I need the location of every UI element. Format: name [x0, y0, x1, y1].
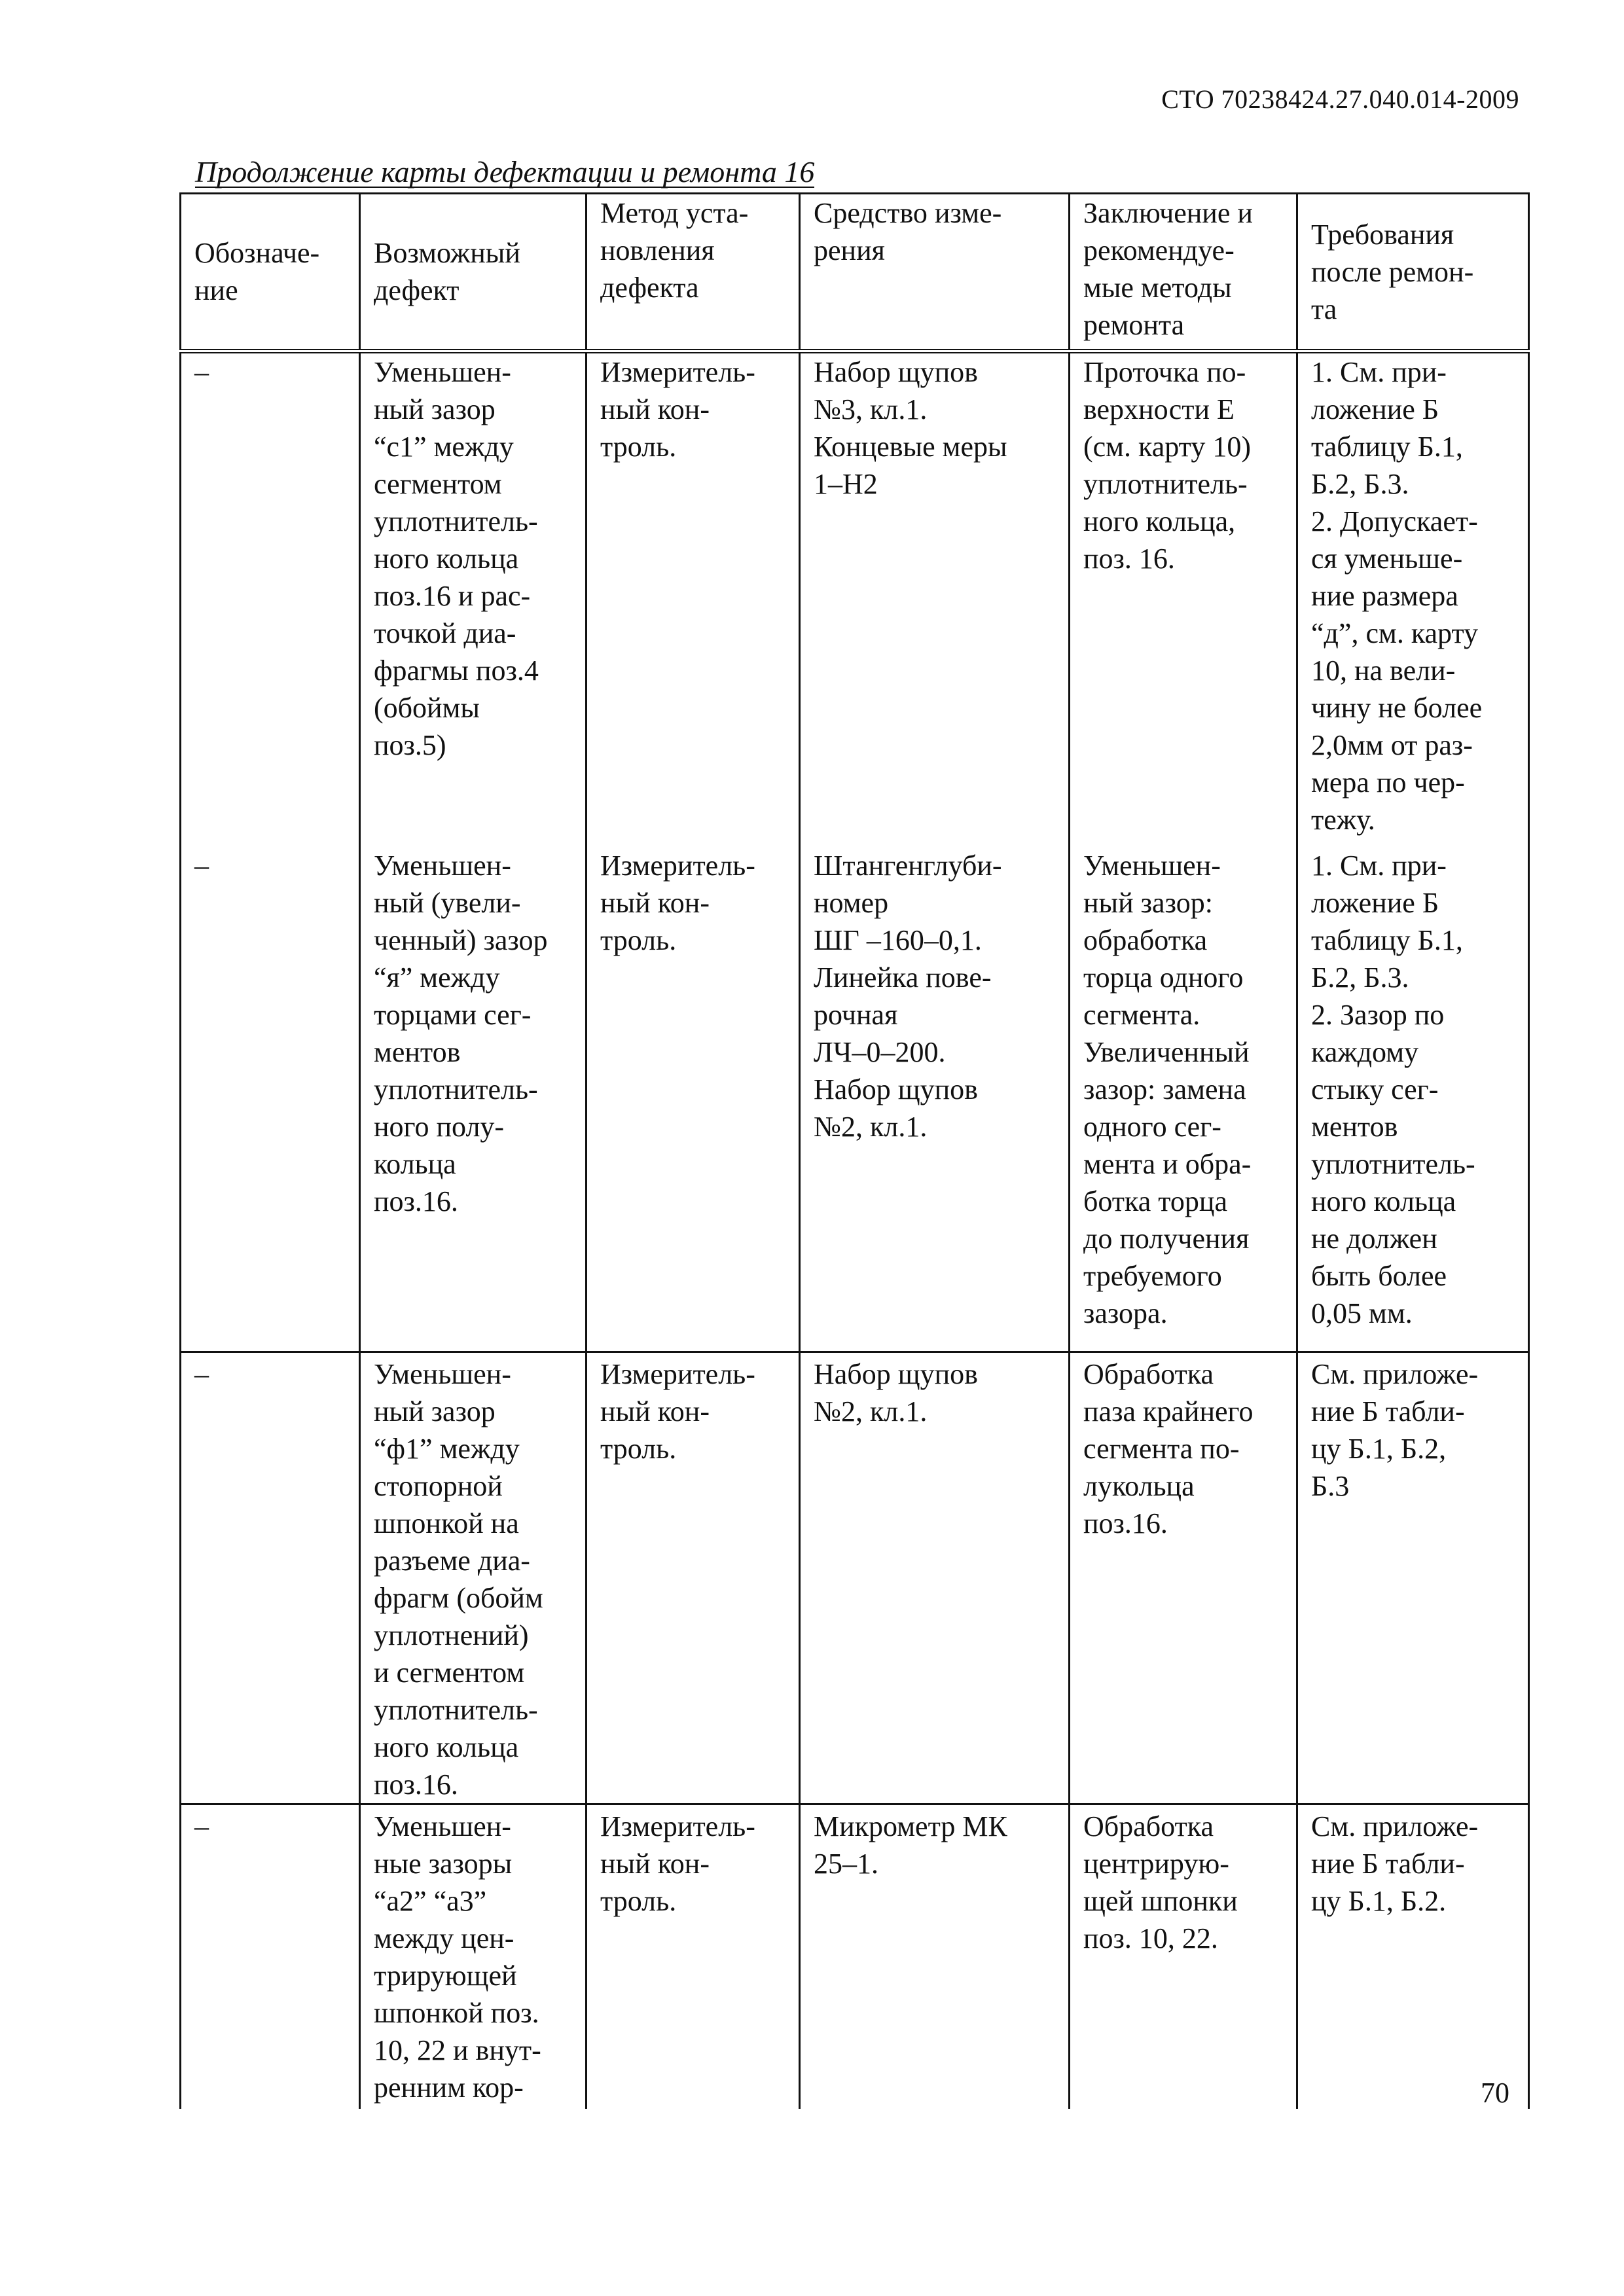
cell-method: Измеритель- ный кон- троль.	[586, 351, 800, 848]
cell-tool: Штангенглуби- номер ШГ –160–0,1. Линейка пове- рочная ЛЧ–0–200. Набор щупов №2, кл.1.	[800, 847, 1070, 1352]
table-row	[181, 1352, 1529, 1804]
table-row	[181, 847, 1529, 1352]
document-code: СТО 70238424.27.040.014-2009	[1161, 84, 1519, 114]
cell-requirements: См. приложе- ние Б табли- цу Б.1, Б.2.	[1297, 1804, 1529, 2109]
column-header-method: Метод уста- новления дефекта	[586, 194, 800, 351]
cell-designation: –	[181, 1804, 360, 2109]
cell-designation: –	[181, 1352, 360, 1804]
cell-requirements: 1. См. при- ложение Б таблицу Б.1, Б.2, Б.3. 2. Зазор по каждому стыку сег- ментов уплотнитель- ного кольца не должен быть более 0,05 мм.	[1297, 847, 1529, 1352]
cell-method: Измеритель- ный кон- троль.	[586, 847, 800, 1352]
table-row	[181, 1804, 1529, 2109]
cell-tool: Набор щупов №2, кл.1.	[800, 1352, 1070, 1804]
cell-conclusion: Проточка по- верхности Е (см. карту 10) уплотнитель- ного кольца, поз. 16.	[1070, 351, 1297, 848]
cell-method: Измеритель- ный кон- троль.	[586, 1352, 800, 1804]
cell-defect: Уменьшен- ные зазоры “а2” “а3” между цен- трирующей шпонкой поз. 10, 22 и внут- ренним кор-	[360, 1804, 586, 2109]
table-header-row	[181, 194, 1529, 351]
column-header-conclusion: Заключение и рекомендуе- мые методы ремонта	[1070, 194, 1297, 351]
table-caption: Продолжение карты дефектации и ремонта 16	[195, 155, 815, 188]
cell-requirements: 1. См. при- ложение Б таблицу Б.1, Б.2, Б.3. 2. Допускает- ся уменьше- ние размера “д”, см. карту 10, на вели- чину не более 2,0мм от раз- мера по чер- тежу.	[1297, 351, 1529, 848]
column-header-defect: Возможный дефект	[360, 194, 586, 351]
cell-defect: Уменьшен- ный зазор “с1” между сегментом уплотнитель- ного кольца поз.16 и рас- точкой диа- фрагмы поз.4 (обоймы поз.5)	[360, 351, 586, 848]
cell-tool: Набор щупов №3, кл.1. Концевые меры 1–Н2	[800, 351, 1070, 848]
cell-defect: Уменьшен- ный (увели- ченный) зазор “я” между торцами сег- ментов уплотнитель- ного полу- кольца поз.16.	[360, 847, 586, 1352]
cell-conclusion: Обработка паза крайнего сегмента по- лукольца поз.16.	[1070, 1352, 1297, 1804]
page-number: 70	[1481, 2077, 1509, 2109]
cell-requirements: См. приложе- ние Б табли- цу Б.1, Б.2, Б.3	[1297, 1352, 1529, 1804]
cell-method: Измеритель- ный кон- троль.	[586, 1804, 800, 2109]
cell-designation: –	[181, 351, 360, 848]
column-header-designation: Обозначе- ние	[181, 194, 360, 351]
cell-defect: Уменьшен- ный зазор “ф1” между стопорной шпонкой на разъеме диа- фрагм (обойм уплотнений) и сегментом уплотнитель- ного кольца поз.16.	[360, 1352, 586, 1804]
cell-conclusion: Уменьшен- ный зазор: обработка торца одного сегмента. Увеличенный зазор: замена одного сег- мента и обра- ботка торца до получения требуемого зазора.	[1070, 847, 1297, 1352]
column-header-tool: Средство изме- рения	[800, 194, 1070, 351]
cell-designation: –	[181, 847, 360, 1352]
defect-repair-table	[179, 192, 1530, 2109]
cell-conclusion: Обработка центрирую- щей шпонки поз. 10, 22.	[1070, 1804, 1297, 2109]
table-row	[181, 351, 1529, 848]
cell-tool: Микрометр МК 25–1.	[800, 1804, 1070, 2109]
column-header-requirements: Требования после ремон- та	[1297, 194, 1529, 351]
